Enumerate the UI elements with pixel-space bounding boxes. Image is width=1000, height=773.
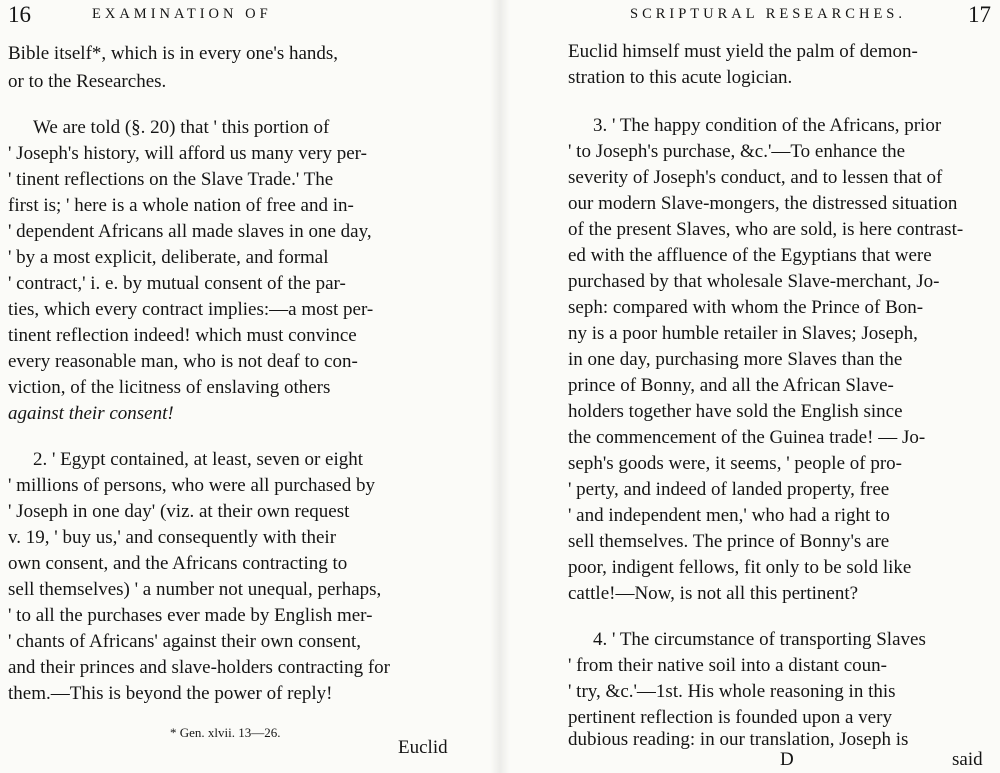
text-line: own consent, and the Africans contracting to: [8, 553, 348, 574]
text-line: the commencement of the Guinea trade! — Jo-: [568, 427, 926, 448]
text-line: severity of Joseph's conduct, and to lessen that of: [568, 167, 943, 188]
text-line: or to the Researches.: [8, 71, 167, 92]
text-line: pertinent reflection is founded upon a very: [568, 707, 892, 728]
book-gutter: [490, 0, 510, 773]
text-line: ' by a most explicit, deliberate, and formal: [8, 247, 329, 268]
footnote: * Gen. xlvii. 13—26.: [170, 725, 281, 740]
text-line: purchased by that wholesale Slave-merchant, Jo-: [568, 271, 940, 292]
text-line: 4. ' The circumstance of transporting Slaves: [593, 629, 926, 650]
text-line: We are told (§. 20) that ' this portion of: [33, 117, 330, 138]
running-head-right: SCRIPTURAL RESEARCHES.: [630, 6, 906, 22]
text-line: ' chants of Africans' against their own consent,: [8, 631, 361, 652]
left-page: [0, 0, 480, 773]
text-line: poor, indigent fellows, fit only to be sold like: [568, 557, 912, 578]
text-line: our modern Slave-mongers, the distressed situation: [568, 193, 958, 214]
text-line: ' Joseph's history, will afford us many very per-: [8, 143, 367, 164]
text-line: and their princes and slave-holders contracting for: [8, 657, 390, 678]
text-line: holders together have sold the English since: [568, 401, 903, 422]
right-page: [520, 0, 1000, 773]
text-line: ' millions of persons, who were all purchased by: [8, 475, 375, 496]
text-line: them.—This is beyond the power of reply!: [8, 683, 333, 704]
signature-mark: D: [780, 749, 794, 770]
text-line: prince of Bonny, and all the African Slave-: [568, 375, 894, 396]
text-line: 2. ' Egypt contained, at least, seven or eight: [33, 449, 364, 470]
text-line: ties, which every contract implies:—a most per-: [8, 299, 374, 320]
text-line: cattle!—Now, is not all this pertinent?: [568, 583, 859, 604]
text-line: sell themselves) ' a number not unequal, perhaps,: [8, 579, 382, 600]
text-line: in one day, purchasing more Slaves than the: [568, 349, 903, 370]
text-line: ny is a poor humble retailer in Slaves; Joseph,: [568, 323, 918, 344]
text-line: 3. ' The happy condition of the Africans, prior: [593, 115, 942, 136]
text-line: of the present Slaves, who are sold, is here contrast-: [568, 219, 964, 240]
text-line: ' Joseph in one day' (viz. at their own request: [8, 501, 350, 522]
text-line: viction, of the licitness of enslaving others: [8, 377, 331, 398]
text-line: first is; ' here is a whole nation of free and in-: [8, 195, 354, 216]
text-line: stration to this acute logician.: [568, 67, 793, 88]
text-line: sell themselves. The prince of Bonny's are: [568, 531, 890, 552]
text-line: ' to Joseph's purchase, &c.'—To enhance the: [568, 141, 906, 162]
text-line: seph: compared with whom the Prince of Bon-: [568, 297, 924, 318]
catchword-left: Euclid: [398, 737, 448, 758]
text-line: dubious reading: in our translation, Joseph is: [568, 729, 909, 750]
text-line: Euclid himself must yield the palm of demon-: [568, 41, 918, 62]
text-line: ed with the affluence of the Egyptians that were: [568, 245, 932, 266]
running-head-left: EXAMINATION OF: [92, 6, 272, 22]
text-line: against their consent!: [8, 403, 174, 424]
text-line: seph's goods were, it seems, ' people of pro-: [568, 453, 902, 474]
text-line: tinent reflection indeed! which must convince: [8, 325, 357, 346]
text-line: ' from their native soil into a distant coun-: [568, 655, 887, 676]
text-line: Bible itself*, which is in every one's hands,: [8, 43, 339, 64]
text-line: ' and independent men,' who had a right to: [568, 505, 890, 526]
text-line: ' to all the purchases ever made by English mer-: [8, 605, 373, 626]
text-line: every reasonable man, who is not deaf to con-: [8, 351, 358, 372]
text-line: ' perty, and indeed of landed property, free: [568, 479, 890, 500]
text-line: v. 19, ' buy us,' and consequently with their: [8, 527, 337, 548]
page-number-right: 17: [968, 2, 991, 27]
page-number-left: 16: [8, 2, 31, 27]
text-line: ' try, &c.'—1st. His whole reasoning in this: [568, 681, 896, 702]
catchword-right: said: [952, 749, 983, 770]
text-line: ' dependent Africans all made slaves in one day,: [8, 221, 372, 242]
text-line: ' contract,' i. e. by mutual consent of the par-: [8, 273, 346, 294]
text-line: ' tinent reflections on the Slave Trade.' The: [8, 169, 334, 190]
